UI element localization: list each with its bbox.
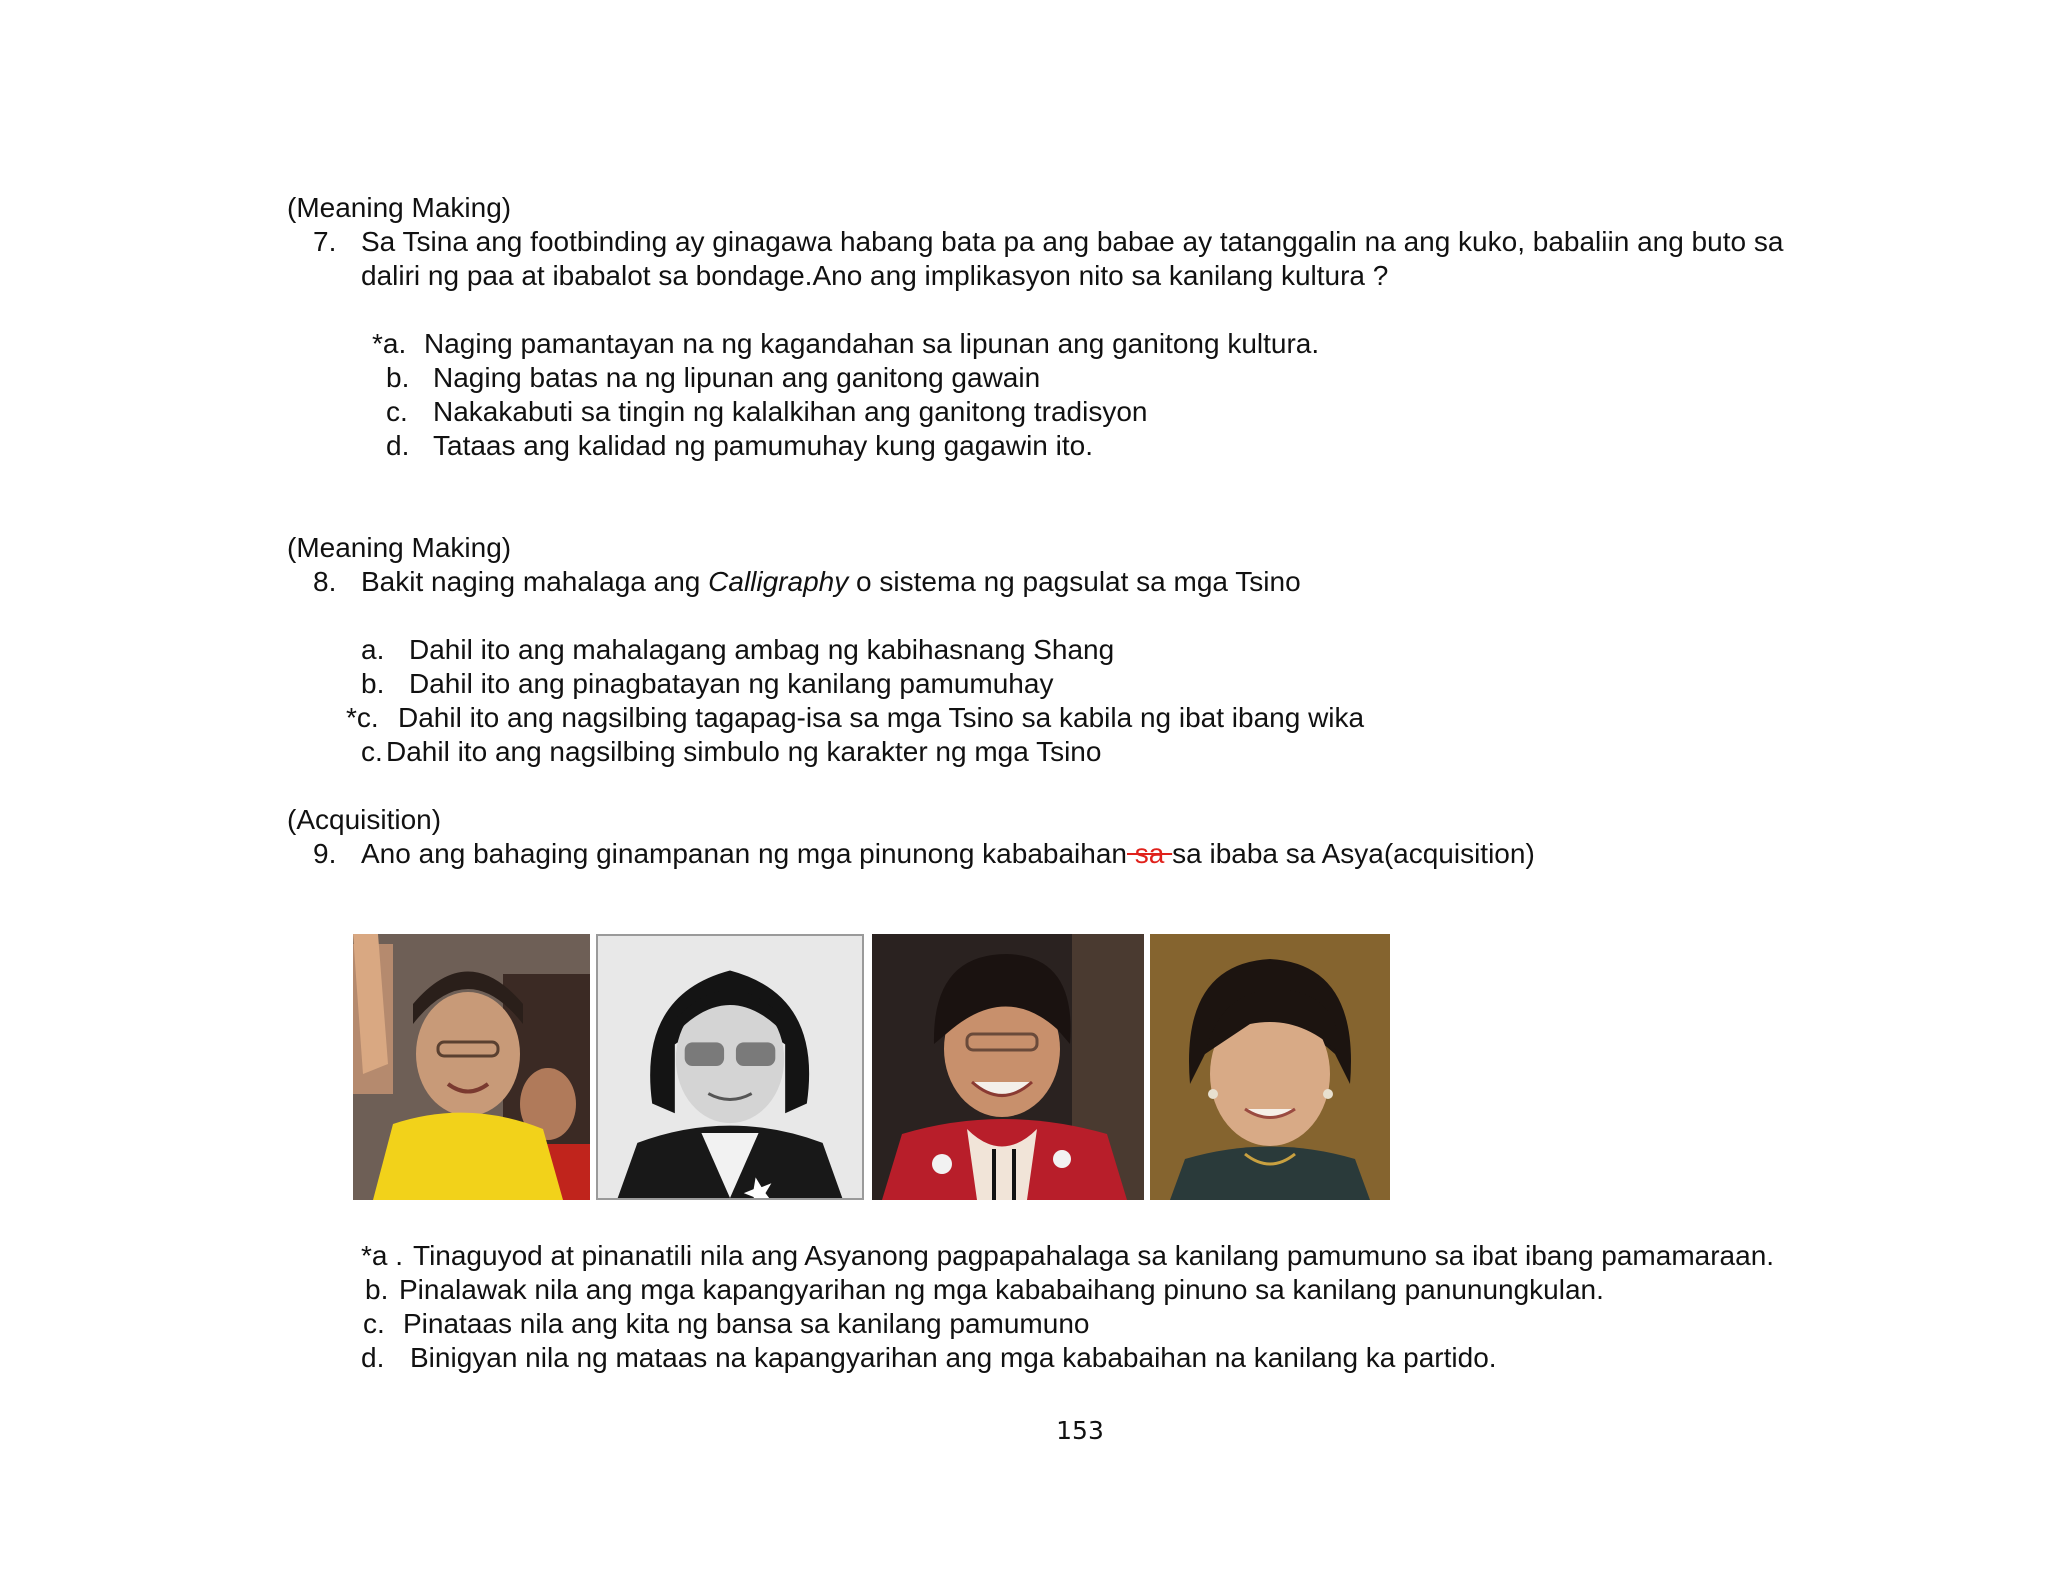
section-tag-q8: (Meaning Making)	[287, 532, 512, 563]
question-number-8: 8.	[313, 566, 337, 597]
q9-choice-d-marker: d.	[361, 1342, 385, 1373]
q9-choice-c-marker: c.	[363, 1308, 385, 1339]
question-8-text-italic: Calligraphy	[708, 566, 849, 597]
q8-choice-b-marker: b.	[361, 668, 385, 699]
q8-choice-c-marker: c.	[361, 736, 383, 767]
page-number: 153	[1056, 1416, 1104, 1445]
q9-choice-c-text: Pinataas nila ang kita ng bansa sa kanilang pamumuno	[403, 1308, 1090, 1339]
q7-choice-b-text: Naging batas na ng lipunan ang ganitong gawain	[433, 362, 1041, 393]
question-8-text-before: Bakit naging mahalaga ang	[361, 566, 709, 597]
q7-choice-a-marker: *a.	[372, 328, 407, 359]
question-number-9: 9.	[313, 838, 337, 869]
section-tag-q7: (Meaning Making)	[287, 192, 512, 223]
question-7-text-line2: daliri ng paa at ibabalot sa bondage.Ano ang implikasyon nito sa kanilang kultura ?	[361, 260, 1389, 291]
q9-choice-a-text: Tinaguyod at pinanatili nila ang Asyanong pagpapahalaga sa kanilang pamumuno sa ibat ibang pamamaraan.	[413, 1240, 1775, 1271]
leader-photo-1	[353, 934, 590, 1200]
q8-choice-c-star-text: Dahil ito ang nagsilbing tagapag-isa sa mga Tsino sa kabila ng ibat ibang wika	[398, 702, 1365, 733]
leader-photo-4	[1150, 934, 1390, 1200]
q7-choice-d-marker: d.	[386, 430, 410, 461]
leader-photo-3	[872, 934, 1144, 1200]
q8-choice-a-marker: a.	[361, 634, 385, 665]
q7-choice-b-marker: b.	[386, 362, 410, 393]
q9-choice-b-text: Pinalawak nila ang mga kapangyarihan ng mga kababaihang pinuno sa kanilang panunungkulan.	[399, 1274, 1604, 1305]
q7-choice-a-text: Naging pamantayan na ng kagandahan sa lipunan ang ganitong kultura.	[424, 328, 1320, 359]
section-tag-q9: (Acquisition)	[287, 804, 442, 835]
question-7-text-line1: Sa Tsina ang footbinding ay ginagawa habang bata pa ang babae ay tatanggalin na ang kuko, babaliin ang buto sa	[361, 226, 1784, 257]
question-8-text-after: o sistema ng pagsulat sa mga Tsino	[848, 566, 1301, 597]
question-9-text	[361, 837, 1535, 871]
q7-choice-c-text: Nakakabuti sa tingin ng kalalkihan ang ganitong tradisyon	[433, 396, 1148, 427]
question-8-text	[361, 565, 1301, 599]
q8-choice-c-star-marker: *c.	[346, 702, 379, 733]
question-9-text-after: sa ibaba sa Asya(acquisition)	[1172, 838, 1535, 869]
q9-choice-d-text: Binigyan nila ng mataas na kapangyarihan ang mga kababaihan na kanilang ka partido.	[410, 1342, 1497, 1373]
question-9-text-before: Ano ang bahaging ginampanan ng mga pinunong kababaihan	[361, 838, 1127, 869]
q9-choice-b-marker: b.	[365, 1274, 389, 1305]
q7-choice-c-marker: c.	[386, 396, 408, 427]
leader-photo-2	[596, 934, 864, 1200]
question-number-7: 7.	[313, 226, 337, 257]
q7-choice-d-text: Tataas ang kalidad ng pamumuhay kung gagawin ito.	[433, 430, 1093, 461]
q8-choice-a-text: Dahil ito ang mahalagang ambag ng kabihasnang Shang	[409, 634, 1115, 665]
q8-choice-b-text: Dahil ito ang pinagbatayan ng kanilang pamumuhay	[409, 668, 1054, 699]
q9-choice-a-marker: *a .	[361, 1240, 404, 1271]
q8-choice-c-text: Dahil ito ang nagsilbing simbulo ng karakter ng mga Tsino	[386, 736, 1102, 767]
question-9-struck-word: sa	[1126, 838, 1173, 869]
